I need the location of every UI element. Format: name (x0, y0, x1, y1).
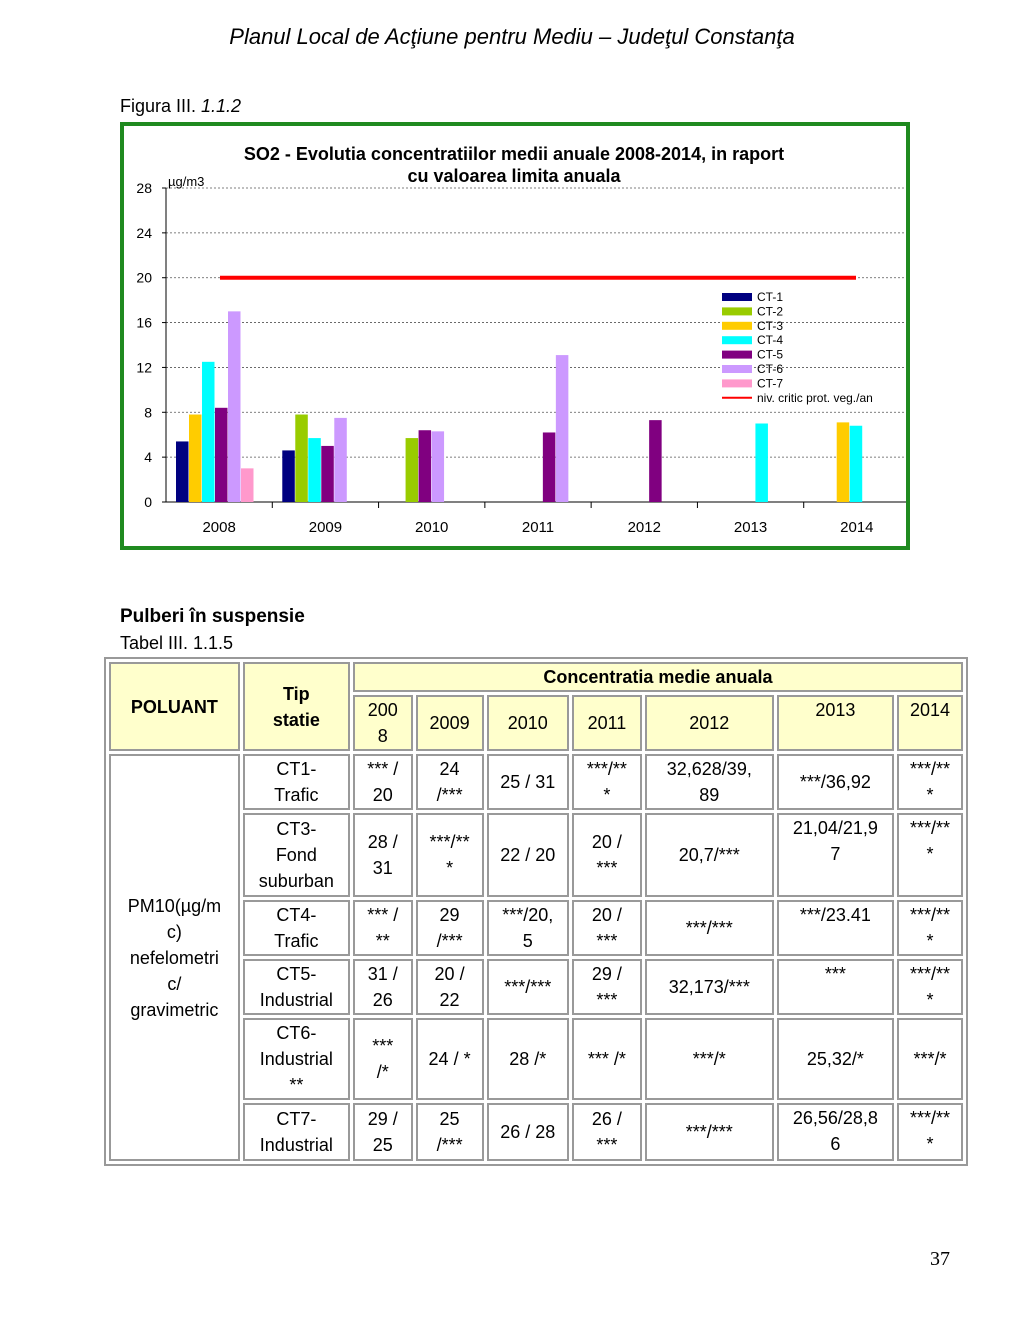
header-poluant: POLUANT (109, 662, 240, 751)
value-cell: ***/** * (897, 1103, 963, 1161)
value-cell: 32,173/*** (645, 959, 774, 1015)
value-cell: 28 /* (487, 1018, 569, 1100)
value-cell: 20,7/*** (645, 813, 774, 897)
legend-label: CT-5 (757, 347, 784, 362)
value-cell: ***/** * (897, 813, 963, 897)
legend-swatch (722, 293, 752, 301)
legend-swatch (722, 322, 752, 330)
y-tick-label: 20 (136, 269, 152, 286)
legend-swatch (722, 365, 752, 373)
y-tick-label: 24 (136, 224, 152, 241)
value-cell: *** / ** (353, 900, 413, 956)
value-cell: 25 /*** (416, 1103, 484, 1161)
y-axis-unit: µg/m3 (168, 174, 205, 189)
value-cell: ***/* (897, 1018, 963, 1100)
bar (334, 418, 347, 502)
x-category-label: 2014 (840, 519, 874, 536)
bar (202, 362, 215, 502)
tip-statie-cell: CT5- Industrial (243, 959, 350, 1015)
value-cell: 25 / 31 (487, 754, 569, 810)
figure-caption-number: 1.1.2 (201, 96, 242, 116)
header-tip-statie-text: Tip statie (272, 683, 320, 730)
pm10-table (104, 657, 968, 1166)
header-year: 2012 (645, 695, 774, 751)
page-number: 37 (930, 1248, 950, 1270)
value-cell: ***/23.41 (777, 900, 894, 956)
bar (406, 438, 419, 502)
bar (241, 468, 254, 502)
legend-label: CT-1 (757, 290, 784, 304)
so2-chart (120, 122, 910, 550)
bar (543, 432, 556, 502)
x-category-label: 2013 (733, 519, 768, 536)
value-cell: 32,628/39, 89 (645, 754, 774, 810)
bar (432, 431, 445, 502)
legend-label: CT-4 (757, 333, 784, 348)
value-cell: ***/** * (897, 900, 963, 956)
bar (837, 422, 850, 502)
tip-statie-cell: CT1- Trafic (243, 754, 350, 810)
bar (308, 438, 321, 502)
value-cell: 22 / 20 (487, 813, 569, 897)
value-cell: ***/*** (645, 1103, 774, 1161)
value-cell: 24 /*** (416, 754, 484, 810)
tip-statie-cell: CT4- Trafic (243, 900, 350, 956)
y-tick-label: 28 (136, 180, 152, 196)
bar (228, 311, 241, 502)
tip-statie-cell: CT6- Industrial ** (243, 1018, 350, 1100)
bar (215, 408, 228, 502)
value-cell: ***/** * (897, 754, 963, 810)
chart-title-line2: cu valoarea limita anuala (407, 166, 621, 186)
value-cell: *** / 20 (353, 754, 413, 810)
value-cell: ***/** * (572, 754, 642, 810)
bar (419, 430, 432, 502)
bar (321, 446, 334, 502)
value-cell: 25,32/* (777, 1018, 894, 1100)
tip-statie-cell: CT7- Industrial (243, 1103, 350, 1161)
y-tick-label: 8 (144, 404, 152, 421)
value-cell: 20 / *** (572, 900, 642, 956)
x-category-label: 2008 (202, 519, 236, 536)
y-tick-label: 4 (144, 449, 152, 466)
y-tick-label: 0 (144, 494, 152, 510)
bar (755, 424, 768, 503)
chart-svg (124, 126, 906, 546)
legend-label: CT-3 (757, 318, 784, 333)
value-cell: 29 /*** (416, 900, 484, 956)
x-category-label: 2011 (521, 519, 555, 536)
header-concentratia: Concentratia medie anuala (353, 662, 963, 692)
bar (649, 420, 662, 502)
value-cell: 20 / *** (572, 813, 642, 897)
value-cell: 29 / 25 (353, 1103, 413, 1161)
legend-swatch (722, 336, 752, 344)
value-cell: ***/*** (645, 900, 774, 956)
value-cell: 28 / 31 (353, 813, 413, 897)
value-cell: ***/36,92 (777, 754, 894, 810)
legend-label: CT-7 (757, 376, 784, 391)
legend-label: CT-6 (757, 362, 784, 376)
value-cell: 31 / 26 (353, 959, 413, 1015)
figure-caption (120, 96, 241, 117)
poluant-cell: PM10(µg/m c) nefelometri c/ gravimetric (109, 754, 240, 1161)
header-year: 2013 (777, 695, 894, 751)
header-year: 2011 (572, 695, 642, 751)
value-cell: 26 / *** (572, 1103, 642, 1161)
legend-limit-label: niv. critic prot. veg./an (757, 390, 873, 405)
y-tick-label: 16 (136, 314, 152, 331)
value-cell: ***/20, 5 (487, 900, 569, 956)
legend-swatch (722, 379, 752, 387)
value-cell: 20 / 22 (416, 959, 484, 1015)
value-cell: ***/*** (487, 959, 569, 1015)
table-body (109, 662, 963, 1161)
value-cell: *** /* (572, 1018, 642, 1100)
table-row (109, 754, 963, 810)
bar (189, 415, 202, 502)
header-year: 2009 (416, 695, 484, 751)
tip-statie-cell: CT3- Fond suburban (243, 813, 350, 897)
section-title: Pulberi în suspensie (120, 606, 305, 627)
page-header: Planul Local de Acţiune pentru Mediu – Judeţul Constanţa (229, 24, 795, 49)
value-cell: ***/** * (416, 813, 484, 897)
x-category-label: 2012 (627, 519, 661, 536)
bar (295, 415, 308, 502)
x-category-label: 2009 (308, 519, 343, 536)
header-year: 200 8 (353, 695, 413, 751)
table-caption: Tabel III. 1.1.5 (120, 633, 234, 653)
value-cell: 21,04/21,9 7 (777, 813, 894, 897)
figure-caption-prefix: Figura III. (120, 96, 202, 116)
value-cell: 24 / * (416, 1018, 484, 1100)
header-year: 2010 (487, 695, 569, 751)
value-cell: 26,56/28,8 6 (777, 1103, 894, 1161)
value-cell: 26 / 28 (487, 1103, 569, 1161)
y-tick-label: 12 (136, 359, 152, 376)
value-cell: *** /* (353, 1018, 413, 1100)
bar (176, 441, 189, 502)
value-cell: 29 / *** (572, 959, 642, 1015)
x-category-label: 2010 (415, 519, 449, 536)
legend-swatch (722, 351, 752, 359)
header-year: 2014 (897, 695, 963, 751)
bar (556, 355, 569, 502)
value-cell: ***/* (645, 1018, 774, 1100)
bar (282, 450, 295, 502)
bar (850, 426, 863, 502)
legend-swatch (722, 307, 752, 315)
legend-label: CT-2 (757, 304, 784, 319)
value-cell: ***/** * (897, 959, 963, 1015)
header-tip-statie (243, 662, 350, 751)
value-cell: *** (777, 959, 894, 1015)
chart-title-line1: SO2 - Evolutia concentratiilor medii anuale 2008-2014, in raport (243, 144, 785, 164)
